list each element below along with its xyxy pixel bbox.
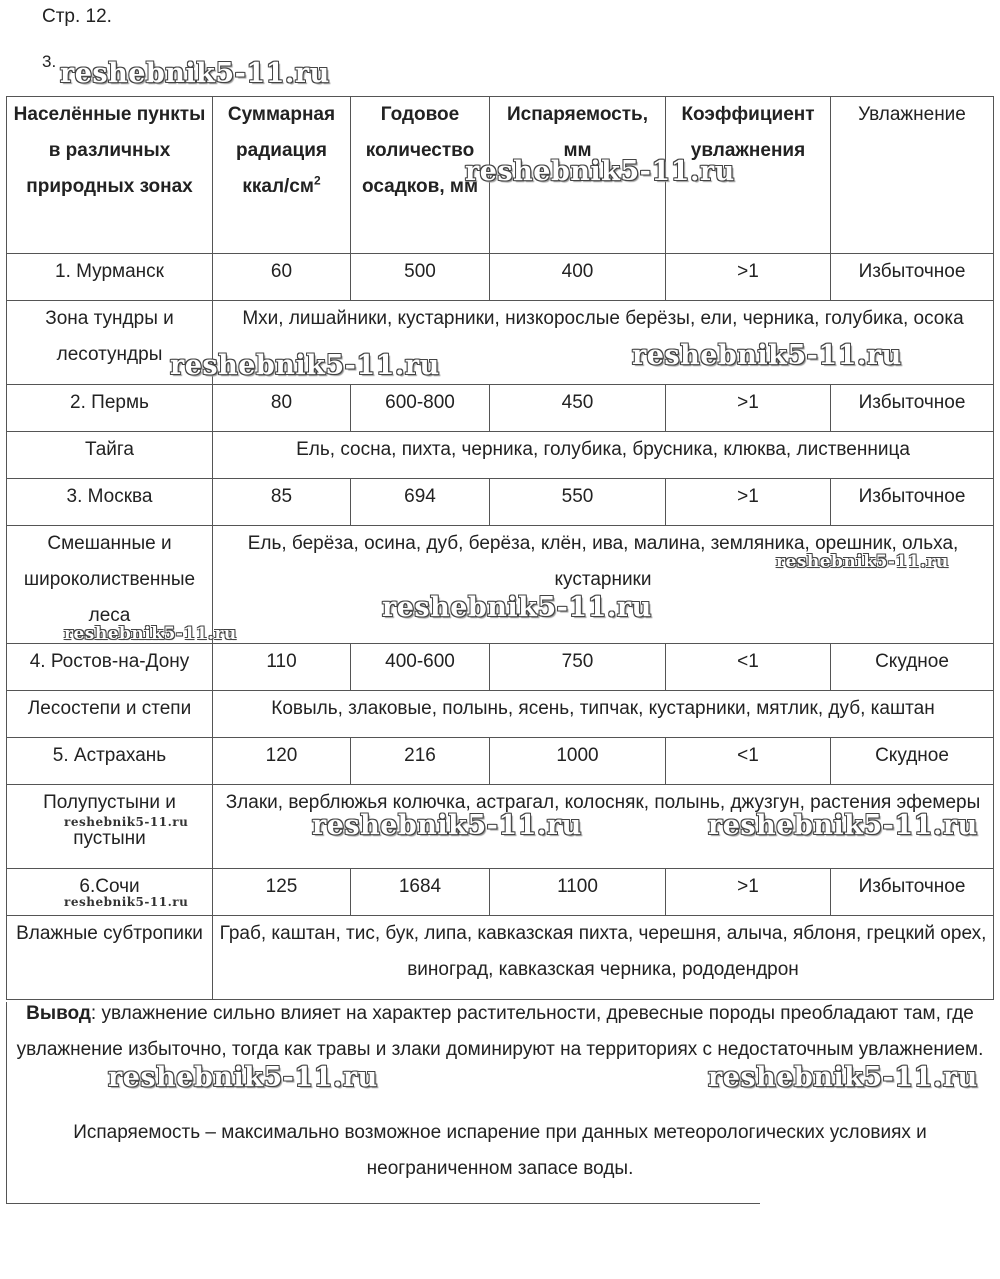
city-cell: 6.Сочи (7, 869, 213, 916)
zone-cell: Лесостепи и степи (7, 691, 213, 738)
moisture-cell: Избыточное (831, 385, 994, 432)
precipitation-cell: 500 (351, 254, 490, 301)
precipitation-cell: 600-800 (351, 385, 490, 432)
moisture-cell: Избыточное (831, 479, 994, 526)
coefficient-cell: >1 (666, 869, 831, 916)
evaporation-cell: 400 (490, 254, 666, 301)
page-number: Стр. 12. (42, 6, 112, 27)
precipitation-cell: 400-600 (351, 644, 490, 691)
zone-cell: Смешанные и широколиственные леса (7, 526, 213, 644)
zone-cell: Тайга (7, 432, 213, 479)
header-precipitation: Годовое количество осадков, мм (351, 97, 490, 254)
header-moisture: Увлажнение (831, 97, 994, 254)
city-cell: 1. Мурманск (7, 254, 213, 301)
header-settlements: Населённые пункты в различных природных зонах (7, 97, 213, 254)
vegetation-cell: Ель, сосна, пихта, черника, голубика, брусника, клюква, лиственница (213, 432, 994, 479)
moisture-cell: Избыточное (831, 869, 994, 916)
table-row (7, 254, 994, 301)
zone-row (7, 691, 994, 738)
radiation-cell: 125 (213, 869, 351, 916)
vegetation-cell: Ель, берёза, осина, дуб, берёза, клён, ива, малина, земляника, орешник, ольха, кустарники (213, 526, 994, 644)
zone-cell: Зона тундры и лесотундры (7, 301, 213, 385)
moisture-cell: Скудное (831, 738, 994, 785)
watermark: reshebnik5-11.ru (708, 810, 978, 841)
watermark: reshebnik5-11.ru (170, 350, 440, 381)
header-evaporation: Испаряемость, мм (490, 97, 666, 254)
header-coefficient: Коэффициент увлажнения (666, 97, 831, 254)
zone-cell: Полупустыни и пустыни (7, 785, 213, 869)
city-cell: 3. Москва (7, 479, 213, 526)
radiation-cell: 120 (213, 738, 351, 785)
watermark: reshebnik5-11.ru (64, 815, 189, 829)
radiation-cell: 80 (213, 385, 351, 432)
conclusion-label: Вывод (26, 1003, 91, 1024)
definition-paragraph: Испаряемость – максимально возможное испарение при данных метеорологических условиях и неограниченном запасе воды. (73, 1122, 927, 1179)
watermark: reshebnik5-11.ru (312, 810, 582, 841)
evaporation-cell: 550 (490, 479, 666, 526)
watermark: reshebnik5-11.ru (632, 340, 902, 371)
table-row (7, 479, 994, 526)
coefficient-cell: <1 (666, 644, 831, 691)
watermark: reshebnik5-11.ru (465, 156, 735, 187)
conclusion-text: : увлажнение сильно влияет на характер растительности, древесные породы преобладают там, где увлажнение избыточно, тогда как травы и злаки доминируют на территориях с недостаточным увлажнением. (16, 1003, 984, 1060)
watermark: reshebnik5-11.ru (708, 1062, 978, 1093)
table-row (7, 644, 994, 691)
city-cell: 2. Пермь (7, 385, 213, 432)
radiation-cell: 110 (213, 644, 351, 691)
coefficient-cell: >1 (666, 385, 831, 432)
watermark: reshebnik5-11.ru (60, 58, 330, 89)
vegetation-cell: Мхи, лишайники, кустарники, низкорослые берёзы, ели, черника, голубика, осока (213, 301, 994, 385)
table-row (7, 385, 994, 432)
watermark: reshebnik5-11.ru (382, 592, 652, 623)
moisture-cell: Скудное (831, 644, 994, 691)
vegetation-cell: Граб, каштан, тис, бук, липа, кавказская пихта, черешня, алыча, яблоня, грецкий орех, виноград, кавказская черника, рододендрон (213, 916, 994, 1000)
watermark: reshebnik5-11.ru (64, 895, 189, 909)
precipitation-cell: 1684 (351, 869, 490, 916)
vegetation-cell: Злаки, верблюжья колючка, астрагал, колосняк, полынь, джузгун, растения эфемеры (213, 785, 994, 869)
coefficient-cell: <1 (666, 738, 831, 785)
evaporation-cell: 450 (490, 385, 666, 432)
evaporation-cell: 750 (490, 644, 666, 691)
zone-cell: Влажные субтропики (7, 916, 213, 1000)
zone-row (7, 432, 994, 479)
coefficient-cell: >1 (666, 254, 831, 301)
header-radiation: Суммарная радиация ккал/$см^2$ (213, 97, 351, 254)
vegetation-cell: Ковыль, злаковые, полынь, ясень, типчак, кустарники, мятлик, дуб, каштан (213, 691, 994, 738)
evaporation-cell: 1000 (490, 738, 666, 785)
radiation-cell: 60 (213, 254, 351, 301)
city-cell: 5. Астрахань (7, 738, 213, 785)
zone-row (7, 916, 994, 1000)
radiation-cell: 85 (213, 479, 351, 526)
coefficient-cell: >1 (666, 479, 831, 526)
task-number: 3. (42, 52, 57, 71)
watermark: reshebnik5-11.ru (64, 624, 237, 644)
city-cell: 4. Ростов-на-Дону (7, 644, 213, 691)
moisture-cell: Избыточное (831, 254, 994, 301)
divider (6, 1203, 760, 1204)
precipitation-cell: 216 (351, 738, 490, 785)
watermark: reshebnik5-11.ru (108, 1062, 378, 1093)
conclusion-paragraph (10, 996, 990, 1068)
table-row (7, 738, 994, 785)
climate-table (6, 96, 994, 1000)
precipitation-cell: 694 (351, 479, 490, 526)
watermark: reshebnik5-11.ru (776, 552, 949, 572)
evaporation-cell: 1100 (490, 869, 666, 916)
